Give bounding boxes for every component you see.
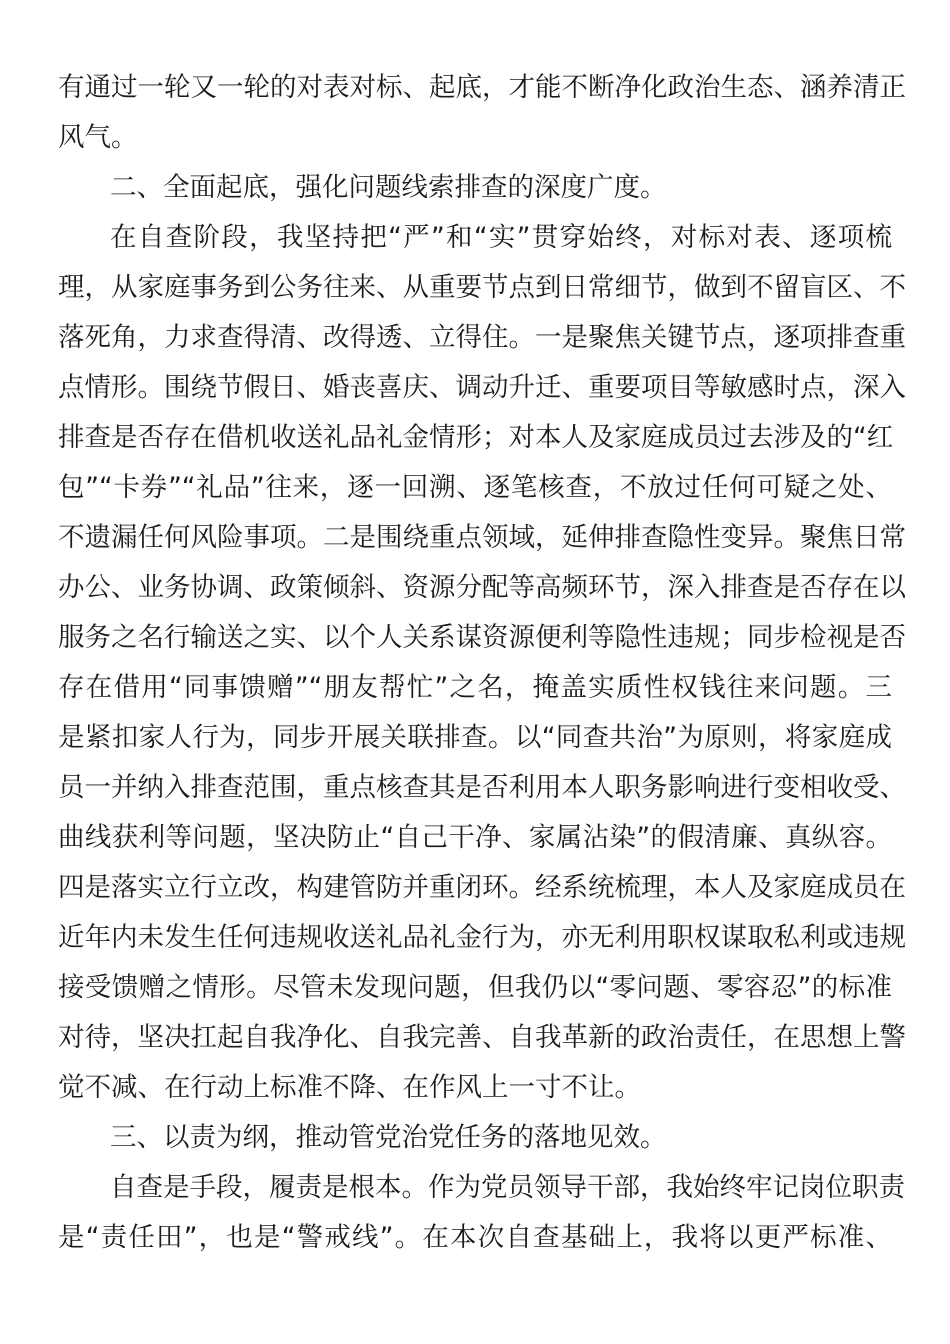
- text-line: 排查是否存在借机收送礼品礼金情形；对本人及家庭成员过去涉及的“红: [58, 422, 894, 453]
- section-heading: 三、以责为纲，推动管党治党任务的落地见效。: [110, 1122, 667, 1153]
- text-line: 有通过一轮又一轮的对表对标、起底，才能不断净化政治生态、涵养清正: [58, 72, 906, 103]
- text-line: 包”“卡券”“礼品”往来，逐一回溯、逐笔核查，不放过任何可疑之处、: [58, 472, 892, 503]
- text-line: 近年内未发生任何违规收送礼品礼金行为，亦无利用职权谋取私利或违规: [58, 922, 906, 953]
- text-line: 曲线获利等问题，坚决防止“自己干净、家属沾染”的假清廉、真纵容。: [58, 822, 892, 853]
- text-line: 办公、业务协调、政策倾斜、资源分配等高频环节，深入排查是否存在以: [58, 572, 906, 603]
- text-line: 是紧扣家人行为，同步开展关联排查。以“同查共治”为原则，将家庭成: [58, 722, 892, 753]
- text-line: 觉不减、在行动上标准不降、在作风上一寸不让。: [58, 1072, 641, 1103]
- text-line: 四是落实立行立改，构建管防并重闭环。经系统梳理，本人及家庭成员在: [58, 872, 906, 903]
- section-heading: 二、全面起底，强化问题线索排查的深度广度。: [110, 172, 667, 203]
- text-line: 对待，坚决扛起自我净化、自我完善、自我革新的政治责任，在思想上警: [58, 1022, 906, 1053]
- text-line: 理，从家庭事务到公务往来、从重要节点到日常细节，做到不留盲区、不: [58, 272, 906, 303]
- text-line: 不遗漏任何风险事项。二是围绕重点领域，延伸排查隐性变异。聚焦日常: [58, 522, 906, 553]
- text-line: 员一并纳入排查范围，重点核查其是否利用本人职务影响进行变相收受、: [58, 772, 906, 803]
- text-line: 是“责任田”，也是“警戒线”。在本次自查基础上，我将以更严标准、: [58, 1222, 892, 1253]
- text-line: 在自查阶段，我坚持把“严”和“实”贯穿始终，对标对表、逐项梳: [110, 222, 892, 253]
- text-line: 风气。: [58, 122, 138, 153]
- text-line: 自查是手段，履责是根本。作为党员领导干部，我始终牢记岗位职责: [110, 1172, 905, 1203]
- text-line: 存在借用“同事馈赠”“朋友帮忙”之名，掩盖实质性权钱往来问题。三: [58, 672, 892, 703]
- text-line: 服务之名行输送之实、以个人关系谋资源便利等隐性违规；同步检视是否: [58, 622, 906, 653]
- text-line: 点情形。围绕节假日、婚丧喜庆、调动升迁、重要项目等敏感时点，深入: [58, 372, 906, 403]
- text-line: 接受馈赠之情形。尽管未发现问题，但我仍以“零问题、零容忍”的标准: [58, 972, 892, 1003]
- text-line: 落死角，力求查得清、改得透、立得住。一是聚焦关键节点，逐项排查重: [58, 322, 906, 353]
